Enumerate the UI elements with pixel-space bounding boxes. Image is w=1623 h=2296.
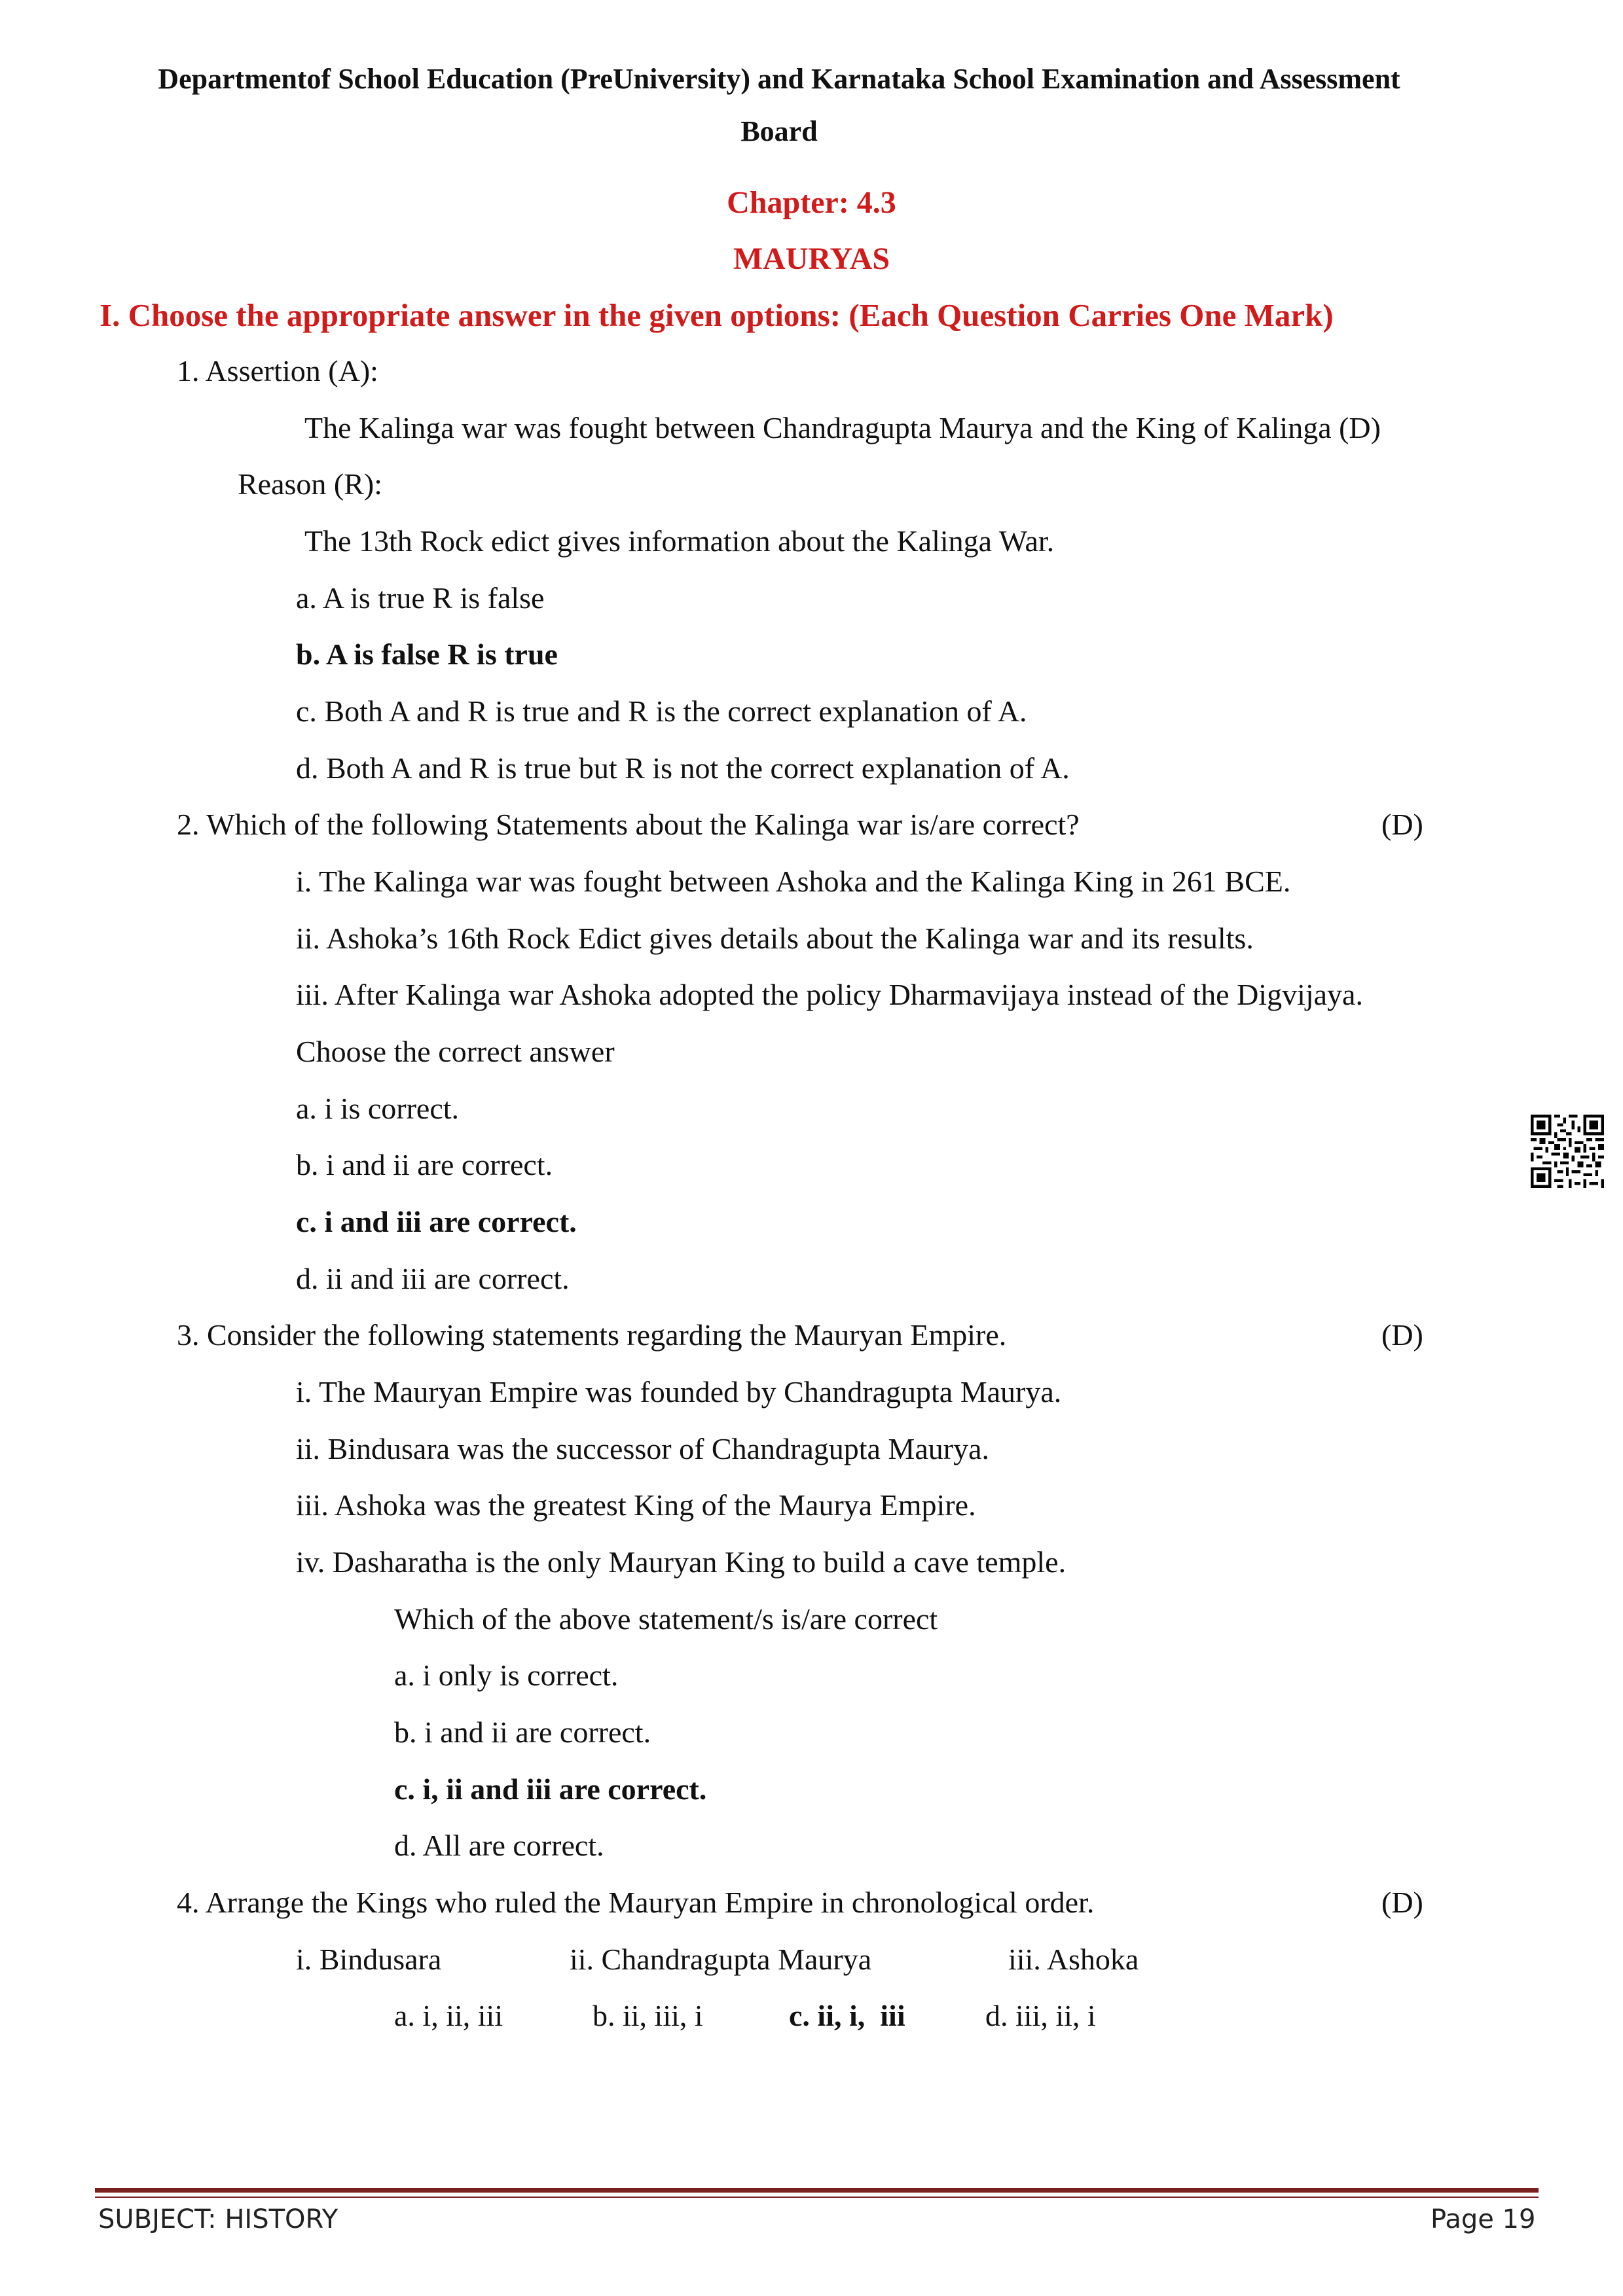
topic-title: MAURYAS (733, 242, 890, 276)
q3-mark: (D) (1381, 1318, 1423, 1352)
q4-item-iii: iii. Ashoka (1008, 1943, 1139, 1976)
q1-reason-label: Reason (R): (238, 467, 383, 501)
q2-option-a: a. i is correct. (296, 1092, 460, 1125)
q1-reason-text: The 13th Rock edict gives information about the Kalinga War. (304, 524, 1055, 558)
q1-option-c: c. Both A and R is true and R is the correct explanation of A. (296, 694, 1027, 728)
q1-assertion-text: The Kalinga war was fought between Chandragupta Maurya and the King of Kalinga (D) (304, 411, 1381, 444)
q3-question: 3. Consider the following statements regarding the Mauryan Empire. (177, 1318, 1007, 1352)
section-heading: I. Choose the appropriate answer in the given options: (Each Question Carries One Mark) (100, 297, 1334, 333)
header-line-1: Departmentof School Education (PreUniversity) and Karnataka School Examination and Assessment (158, 63, 1400, 95)
q2-statement-ii: ii. Ashoka’s 16th Rock Edict gives details about the Kalinga war and its results. (296, 922, 1254, 955)
footer-subject: SUBJECT: HISTORY (98, 2204, 338, 2234)
q2-option-c-answer: c. i and iii are correct. (296, 1205, 577, 1238)
q3-statement-i: i. The Mauryan Empire was founded by Chandragupta Maurya. (296, 1375, 1062, 1408)
q3-prompt: Which of the above statement/s is/are correct (394, 1602, 938, 1636)
footer-rule-thin (95, 2197, 1539, 2198)
q2-statement-iii: iii. After Kalinga war Ashoka adopted the policy Dharmavijaya instead of the Digvijaya. (296, 978, 1363, 1011)
q2-prompt: Choose the correct answer (296, 1035, 615, 1068)
footer-rule-thick (95, 2188, 1539, 2193)
q4-option-c-answer: c. ii, i, iii (789, 1999, 905, 2032)
q2-mark: (D) (1381, 808, 1423, 841)
q2-statement-i: i. The Kalinga war was fought between Ashoka and the Kalinga King in 261 BCE. (296, 865, 1291, 898)
q3-statement-ii: ii. Bindusara was the successor of Chandragupta Maurya. (296, 1432, 989, 1465)
q4-mark: (D) (1381, 1886, 1423, 1919)
q1-assertion-label: 1. Assertion (A): (177, 354, 378, 387)
q4-option-d: d. iii, ii, i (985, 1999, 1096, 2032)
q4-question: 4. Arrange the Kings who ruled the Mauryan Empire in chronological order. (177, 1886, 1095, 1919)
header-line-2: Board (740, 115, 818, 147)
q1-option-d: d. Both A and R is true but R is not the correct explanation of A. (296, 751, 1070, 785)
q3-option-b: b. i and ii are correct. (394, 1715, 651, 1749)
q1-option-b-answer: b. A is false R is true (296, 637, 558, 671)
q3-option-a: a. i only is correct. (394, 1659, 619, 1692)
q1-option-a: a. A is true R is false (296, 581, 545, 615)
q4-item-i: i. Bindusara (296, 1943, 442, 1976)
qr-code-icon (1531, 1115, 1604, 1188)
q4-option-b: b. ii, iii, i (593, 1999, 703, 2032)
q2-question: 2. Which of the following Statements about the Kalinga war is/are correct? (177, 808, 1080, 841)
chapter-title: Chapter: 4.3 (727, 185, 896, 220)
q3-statement-iv: iv. Dasharatha is the only Mauryan King to build a cave temple. (296, 1545, 1067, 1579)
q4-item-ii: ii. Chandragupta Maurya (570, 1943, 872, 1976)
q2-option-d: d. ii and iii are correct. (296, 1262, 570, 1295)
q4-option-a: a. i, ii, iii (394, 1999, 503, 2032)
q3-statement-iii: iii. Ashoka was the greatest King of the Maurya Empire. (296, 1488, 976, 1522)
q3-option-d: d. All are correct. (394, 1829, 604, 1862)
q3-option-c-answer: c. i, ii and iii are correct. (394, 1772, 707, 1806)
footer-page-number: Page 19 (1431, 2204, 1536, 2234)
q2-option-b: b. i and ii are correct. (296, 1148, 553, 1181)
